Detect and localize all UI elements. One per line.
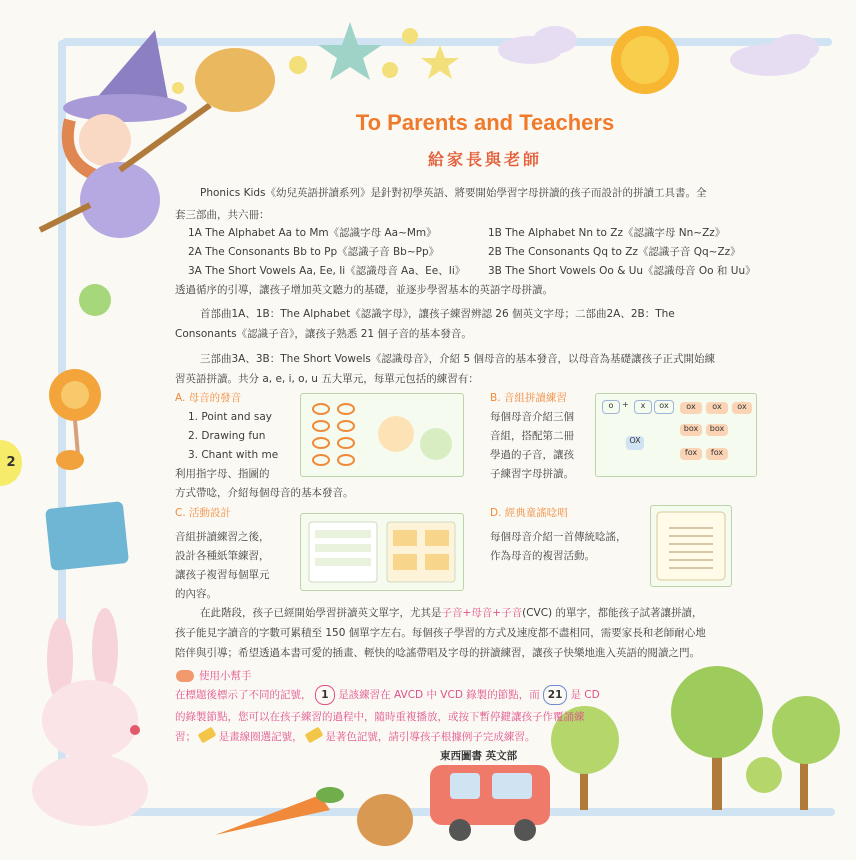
tips-line-1 xyxy=(175,684,600,706)
cd-badge: 21 xyxy=(543,685,567,705)
book-3b: 3B The Short Vowels Oo & Uu《認識母音 Oo 和 Uu》 xyxy=(488,265,756,277)
tips-text: 習； xyxy=(175,731,196,743)
star-icon xyxy=(421,45,459,79)
word-box: box xyxy=(706,424,728,436)
para4-text: (CVC) 的單字，都能孩子試著讓拼讀， xyxy=(522,607,703,619)
section-b-desc: 學過的子音，讓孩 xyxy=(490,449,574,461)
candy-icon xyxy=(56,450,84,470)
word-box: OX xyxy=(626,436,644,450)
para4-line-2: 孩子能見字讀音的字數可累積至 150 個單字左右。每個孩子學習的方式及速度都不盡相同，需要家長和老師耐心地 xyxy=(175,627,706,639)
section-b-desc: 音組，搭配第二冊 xyxy=(490,430,574,442)
page-number: 2 xyxy=(0,440,22,486)
tips-line-3 xyxy=(175,726,535,748)
section-a-desc: 利用指字母、指圖的 xyxy=(175,468,270,480)
word-box: ox xyxy=(654,400,674,414)
para3-line-2: 習英語拼讀。共分 a, e, i, o, u 五大單元，每單元包括的練習有： xyxy=(175,373,479,385)
intro-line-3: 透過循序的引導，讓孩子增加英文聽力的基礎，並逐步學習基本的英語字母拼讀。 xyxy=(175,284,553,296)
section-a-desc: 方式帶唸，介紹每個母音的基本發音。 xyxy=(175,487,354,499)
tips-text: 在標題後標示了不同的記號， xyxy=(175,689,312,701)
word-box: fox xyxy=(680,448,702,460)
intro-line-2: 套三部曲，共六冊： xyxy=(175,209,270,221)
book-3a: 3A The Short Vowels Aa, Ee, Ii《認識母音 Aa、Ee、Ii》 xyxy=(188,265,466,277)
rabbit-illustration xyxy=(32,608,148,826)
word-box: fox xyxy=(706,448,728,460)
section-b-desc: 子練習字母拼讀。 xyxy=(490,468,574,480)
para4-text: 在此階段，孩子已經開始學習拼讀英文單字，尤其是 xyxy=(200,607,442,619)
page-subtitle: 給家長與老師 xyxy=(427,150,542,169)
tips-text: 是 CD xyxy=(570,689,600,701)
tips-line-2: 的錄製節點，您可以在孩子練習的過程中，隨時重複播放，或按下暫停鍵讓孩子作覆誦練 xyxy=(175,711,585,723)
candy-icon xyxy=(79,284,111,316)
vcd-badge: 1 xyxy=(315,685,335,705)
section-d-desc: 每個母音介紹一首傳統唸謠， xyxy=(490,531,627,543)
book-1b: 1B The Alphabet Nn to Zz《認識字母 Nn~Zz》 xyxy=(488,227,726,239)
section-c-desc: 音組拼讀練習之後， xyxy=(175,531,270,543)
section-a-heading: A. 母音的發音 xyxy=(175,392,242,404)
tips-text: 是畫線圈選記號， xyxy=(218,731,303,743)
section-a-item: 2. Drawing fun xyxy=(188,430,266,442)
word-box: box xyxy=(680,424,702,436)
page-title: To Parents and Teachers xyxy=(355,110,615,135)
word-box: + xyxy=(622,400,629,409)
sun-icon xyxy=(611,26,679,94)
section-b-heading: B. 音組拼讀練習 xyxy=(490,392,567,404)
section-a-item: 1. Point and say xyxy=(188,411,272,423)
section-d-thumbnail xyxy=(650,505,732,587)
gift-box-icon xyxy=(45,501,129,571)
tips-heading: 使用小幫手 xyxy=(199,670,252,682)
para2-line-1: 首部曲1A、1B：The Alphabet《認識字母》，讓孩子練習辨認 26 個英文字母；二部曲2A、2B：The xyxy=(200,308,675,320)
nut-icon xyxy=(357,794,413,846)
helper-icon xyxy=(176,670,194,682)
word-box: x xyxy=(634,400,652,414)
section-d-heading: D. 經典童謠唸唱 xyxy=(490,507,568,519)
publisher-footer: 東西圖書 英文部 xyxy=(440,750,518,762)
carrot-icon xyxy=(215,795,330,835)
section-c-desc: 的內容。 xyxy=(175,588,217,600)
word-box: o xyxy=(602,400,620,414)
section-b-desc: 每個母音介紹三個 xyxy=(490,411,574,423)
section-a-item: 3. Chant with me xyxy=(188,449,279,461)
tips-text: 是該練習在 AVCD 中 VCD 錄製的節點，而 xyxy=(338,689,540,701)
section-c-desc: 設計各種紙筆練習， xyxy=(175,550,270,562)
tips-text: 是著色記號，請引導孩子根據例子完成練習。 xyxy=(325,731,536,743)
section-c-desc: 讓孩子複習每個單元 xyxy=(175,569,270,581)
intro-line-1: Phonics Kids《幼兒英語拼讀系列》是針對初學英語、將要開始學習字母拼讀的孩子而設計的拼讀工具書。全 xyxy=(200,187,707,199)
para4-line-1 xyxy=(200,602,703,624)
word-box: ox xyxy=(732,402,752,414)
section-d-desc: 作為母音的複習活動。 xyxy=(490,550,595,562)
star-icon xyxy=(318,22,382,80)
crayon-icon xyxy=(305,727,324,744)
para4-line-3: 陪伴與引導；希望透過本書可愛的插畫、輕快的唸謠帶唱及字母的拼讀練習，讓孩子快樂地進入英語的閱讀之門。 xyxy=(175,647,700,659)
cvc-highlight: 子音+母音+子音 xyxy=(441,607,523,619)
word-box: ox xyxy=(706,402,728,414)
car-icon xyxy=(430,765,550,841)
para3-line-1: 三部曲3A、3B：The Short Vowels《認識母音》，介紹 5 個母音的基本發音，以母音為基礎讓孩子正式開始練 xyxy=(200,353,715,365)
section-b-thumbnail xyxy=(595,393,757,477)
section-c-thumbnail xyxy=(300,513,464,591)
pencil-icon xyxy=(198,727,217,744)
book-1a: 1A The Alphabet Aa to Mm《認識字母 Aa~Mm》 xyxy=(188,227,437,239)
book-2a: 2A The Consonants Bb to Pp《認識子音 Bb~Pp》 xyxy=(188,246,440,258)
section-a-thumbnail xyxy=(300,393,464,477)
word-box: ox xyxy=(680,402,702,414)
book-2b: 2B The Consonants Qq to Zz《認識子音 Qq~Zz》 xyxy=(488,246,741,258)
para2-line-2: Consonants《認識子音》，讓孩子熟悉 21 個子音的基本發音。 xyxy=(175,328,472,340)
section-c-heading: C. 活動設計 xyxy=(175,507,232,519)
